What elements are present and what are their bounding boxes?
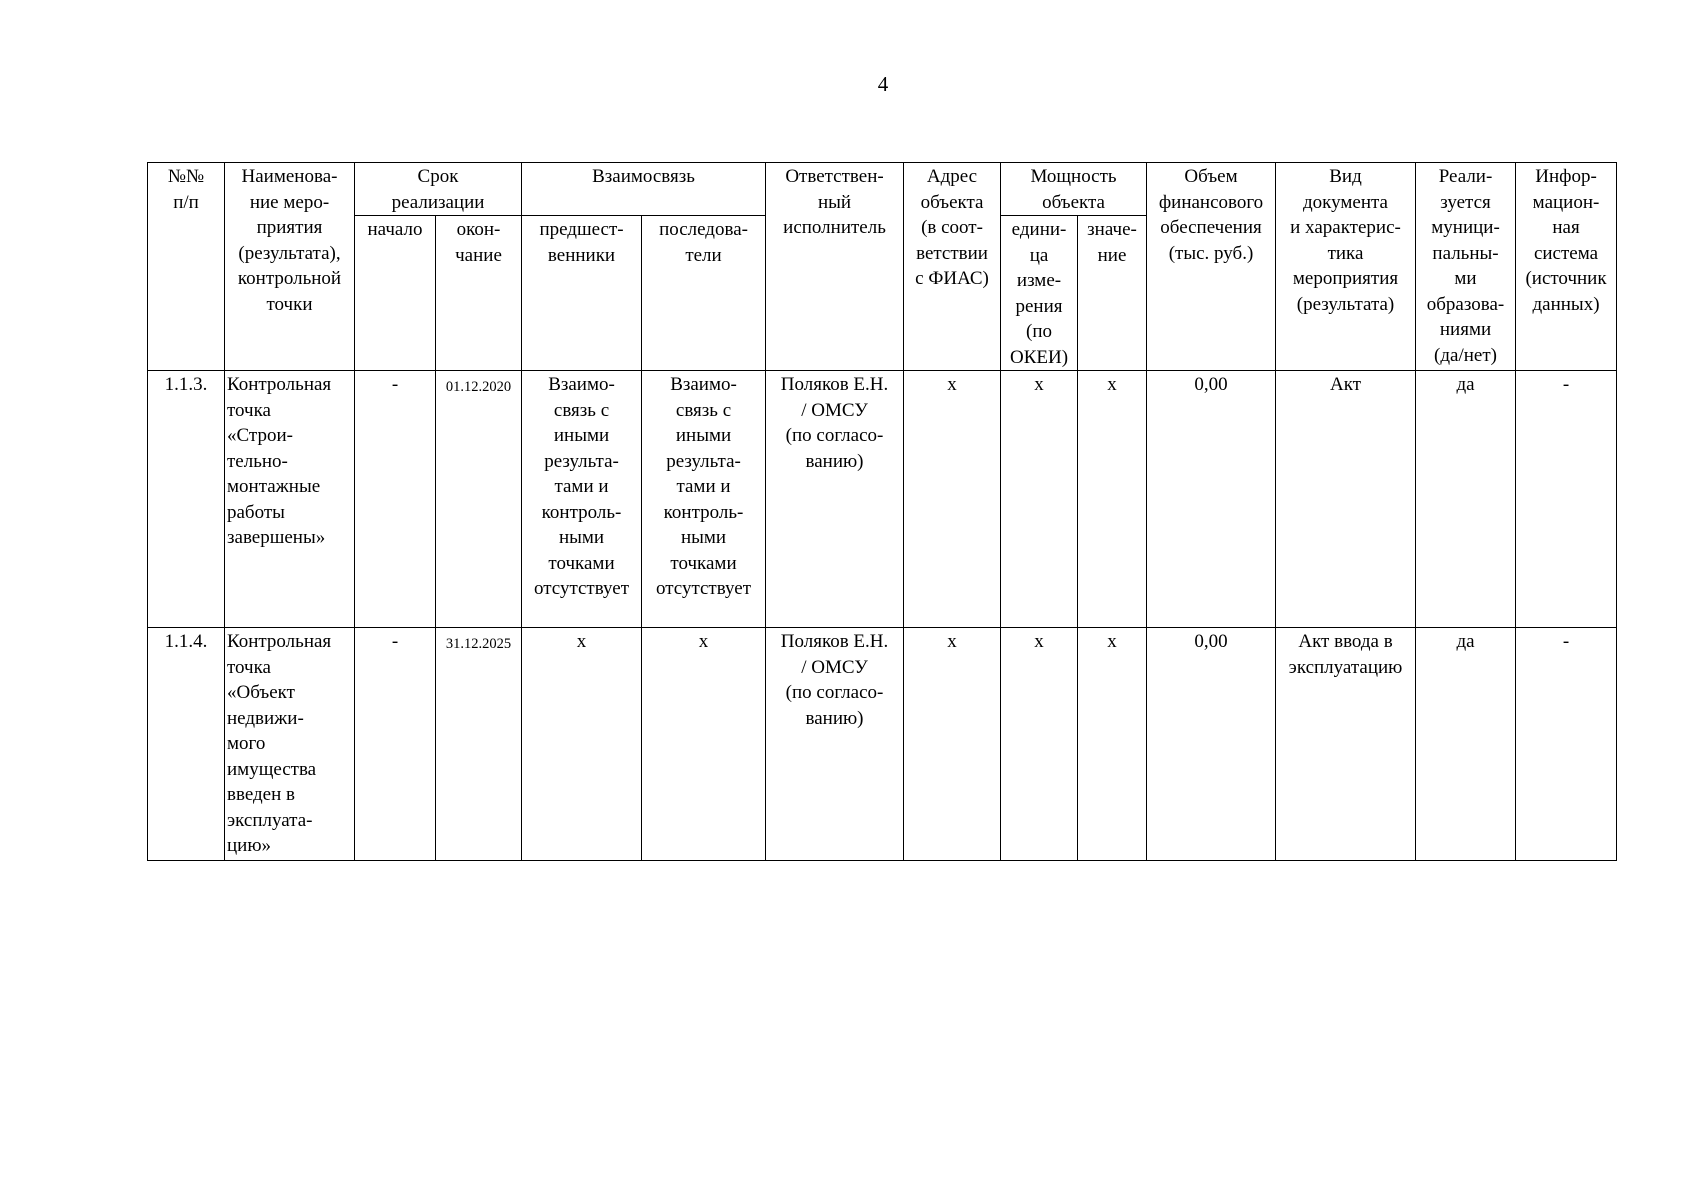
header-responsible: Ответствен- ный исполнитель	[766, 163, 904, 371]
cell-num: 1.1.4.	[148, 628, 225, 861]
header-address: Адрес объекта (в соот- ветствии с ФИАС)	[904, 163, 1001, 371]
header-term-end: окон- чание	[436, 216, 522, 371]
header-capacity-value: значе- ние	[1078, 216, 1147, 371]
table-row	[148, 371, 1617, 628]
cell-next: х	[642, 628, 766, 861]
cell-doc: Акт	[1276, 371, 1416, 628]
header-link-next: последова- тели	[642, 216, 766, 371]
cell-finance: 0,00	[1147, 371, 1276, 628]
header-info-system: Инфор- мацион- ная система (источник данных)	[1516, 163, 1617, 371]
cell-unit: х	[1001, 628, 1078, 861]
header-capacity: Мощность объекта	[1001, 163, 1147, 216]
header-link: Взаимосвязь	[522, 163, 766, 216]
header-doc-type: Вид документа и характерис- тика мероприятия (результата)	[1276, 163, 1416, 371]
cell-info: -	[1516, 628, 1617, 861]
header-link-prev: предшест- венники	[522, 216, 642, 371]
cell-responsible: Поляков Е.Н. / ОМСУ (по согласо- ванию)	[766, 371, 904, 628]
control-points-table	[147, 162, 1617, 861]
cell-responsible: Поляков Е.Н. / ОМСУ (по согласо- ванию)	[766, 628, 904, 861]
cell-unit: х	[1001, 371, 1078, 628]
table-row	[148, 628, 1617, 861]
cell-next: Взаимо- связь с иными результа- тами и контроль- ными точками отсутствует	[642, 371, 766, 628]
cell-municipal: да	[1416, 628, 1516, 861]
cell-prev: х	[522, 628, 642, 861]
cell-end: 31.12.2025	[436, 628, 522, 861]
cell-finance: 0,00	[1147, 628, 1276, 861]
header-row-top	[148, 163, 1617, 216]
cell-address: х	[904, 371, 1001, 628]
header-term-start: начало	[355, 216, 436, 371]
cell-doc: Акт ввода в эксплуатацию	[1276, 628, 1416, 861]
header-capacity-unit: едини- ца изме- рения (по ОКЕИ)	[1001, 216, 1078, 371]
cell-value: х	[1078, 371, 1147, 628]
header-term: Срок реализации	[355, 163, 522, 216]
page-number: 4	[877, 72, 889, 96]
cell-info: -	[1516, 371, 1617, 628]
header-num: №№ п/п	[148, 163, 225, 371]
cell-municipal: да	[1416, 371, 1516, 628]
cell-end: 01.12.2020	[436, 371, 522, 628]
header-finance: Объем финансового обеспечения (тыс. руб.)	[1147, 163, 1276, 371]
cell-name: Контрольная точка «Строи- тельно- монтажные работы завершены»	[225, 371, 355, 628]
cell-start: -	[355, 371, 436, 628]
cell-value: х	[1078, 628, 1147, 861]
header-name: Наименова- ние меро- приятия (результата), контрольной точки	[225, 163, 355, 371]
cell-num: 1.1.3.	[148, 371, 225, 628]
header-municipal: Реали- зуется муници- пальны- ми образова- ниями (да/нет)	[1416, 163, 1516, 371]
cell-name: Контрольная точка «Объект недвижи- мого имущества введен в эксплуата- цию»	[225, 628, 355, 861]
cell-start: -	[355, 628, 436, 861]
cell-prev: Взаимо- связь с иными результа- тами и контроль- ными точками отсутствует	[522, 371, 642, 628]
cell-address: х	[904, 628, 1001, 861]
